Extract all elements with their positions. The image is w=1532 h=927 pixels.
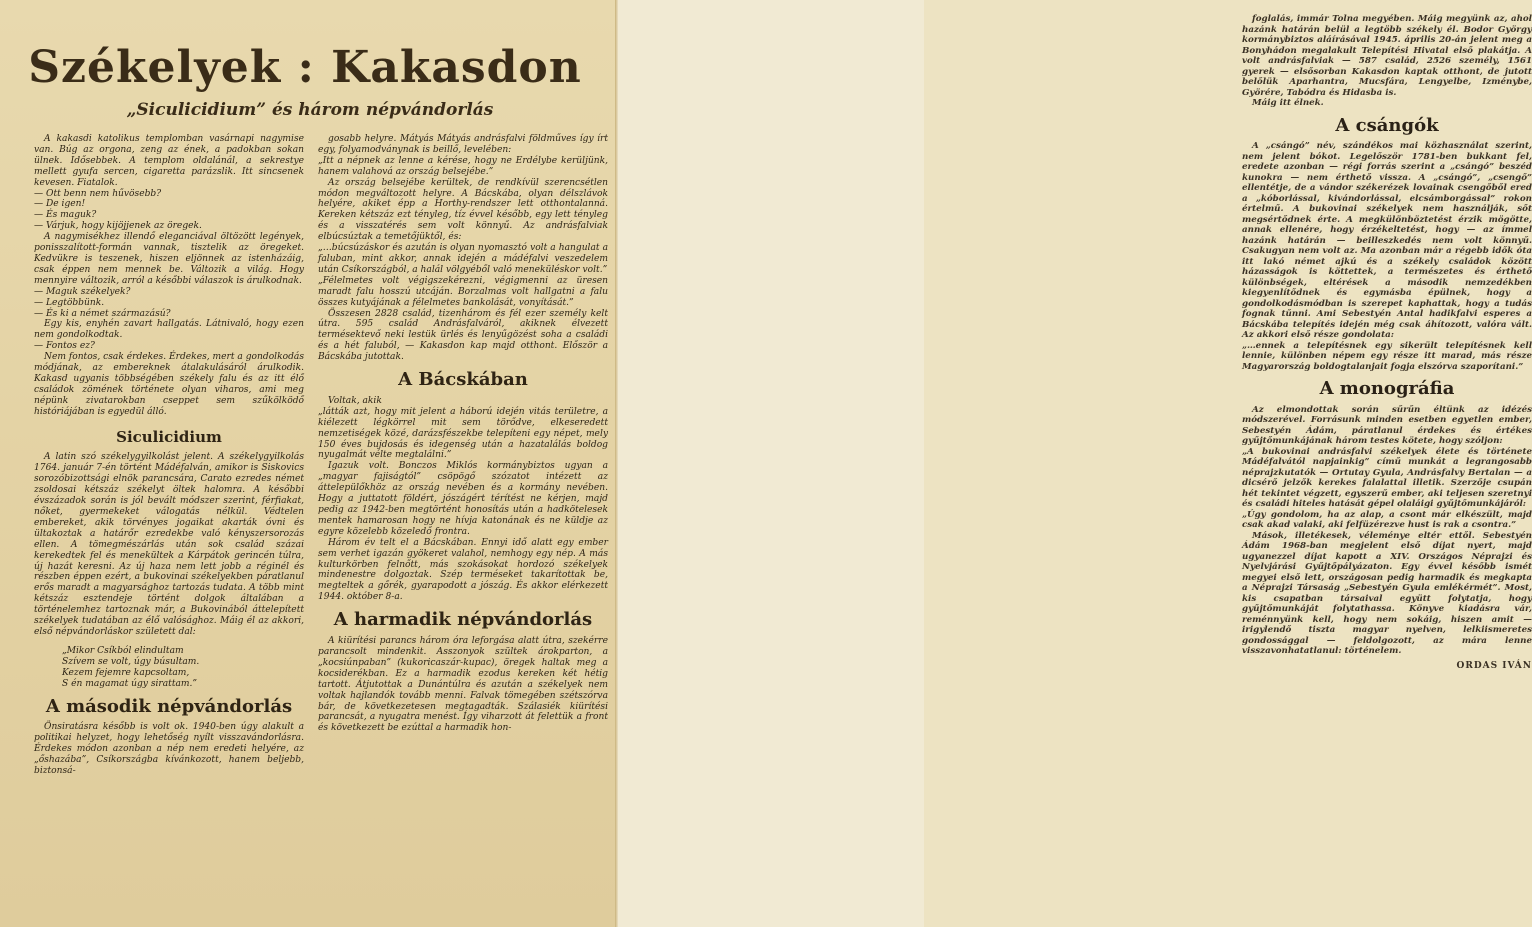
paragraph: A kiürítési parancs három óra leforgása alatt útra, szekérre parancsolt mindenkit. Asszonyok szültek árokparton, a „kocsiúnpaban” (kukoricaszár-kupac), öregek haltak meg a kocsiderékban. Ez a harmadik ezodus kereken két hétig tartott. Átjutottak a Dunántúlra és azután a székelyek nem voltak hajlandók tovább menni. Falvak tömegében szétszórva bár, de következetesen megtagadták. Szálasiék kiürítési parancsát, a nyugatra menést. Így viharzott át felettük a front és következett be ezúttal a harmadik hon-: [318, 636, 608, 734]
paragraph: — De igen!: [34, 199, 86, 210]
paragraph: — Fontos ez?: [34, 341, 95, 352]
paragraph: foglalás, immár Tolna megyében. Máig megyünk az, ahol hazánk határán belül a legtöbb székely él. Bodor György kormánybiztos aláírásával 1945. április 20-án jelent meg a Bonyhádon megalakult Telepítési Hivatal első plakátja. A volt andrásfalviak — 587 család, 2526 személy, 1561 gyerek — elsősorban Kakasdon kaptak otthont, de jutott belőlük Aparhantra, Mucsfára, Lengyelbe, Izménybe, Györére, Tabódra és Hidasba is.: [1242, 14, 1532, 98]
paragraph: — Legtöbbünk.: [34, 297, 105, 308]
paragraph: A latin szó székelygyilkolást jelent. A székelygyilkolás 1764. január 7-én történt Mádéfalván, amikor is Siskovics sorozóbizottsági elnök parancsára, Carato ezredes német zsoldosai kétszáz székelyt öltek halomra. A későbbi évszázadok során is jól bevált módszer szerint, férfiakat, nőket, gyermekeket válogatás nélkül. Védtelen embereket, akik törvényes jogaikat akarták óvni és ültakoztak a határőr ezredekbe való kényszersorozás ellen. A tömegmészárlás után sok család százai kerekedtek fel és menekültek a Kárpátok gerincén túlra, új hazát keresni. Az új haza nem lett jobb a réginél és részben éppen ezért, a bukovinai székelyekben páratlanul erős maradt a magyarsághoz tartozás tudata. A több mint kétszáz esztendeje történt dolgok általában a történelemhez tartoznak már, a Bukovinából áttelepített székelyek tudatában az élő valósághoz. Máig él az akkori, első népvándorláskor született dal:: [34, 452, 304, 637]
paragraph: „Úgy gondolom, ha az alap, a csont már elkészült, majd csak akad valaki, aki felfüzérezve hust is rak a csontra.”: [1242, 509, 1532, 530]
paragraph: Az ország belsejébe kerültek, de rendkívül szerencsétlen módon megváltozott helyre. A Bácskába, olyan délszlávok helyére, akiket épp a Horthy-rendszer lett otthontalanná. Kereken kétszáz ezt tényleg, tíz évvel később, egy lett tényleg és a visszatérés sem volt könnyű. Az andrásfalviak elbúcsúztak a temetőjüktől, és:: [318, 177, 608, 243]
paragraph: Nem fontos, csak érdekes. Érdekes, mert a gondolkodás módjának, az embereknek átalakulásáról árulkodik. Kakasd ugyanis többségében székely falu és az itt élő családok zömének története olyan viharos, ami meg népünk zivatarokban cseppet sem szűkölködő históriájában is egyedül álló.: [34, 352, 304, 417]
poem: [62, 646, 304, 690]
paragraph: Igazuk volt. Bonczos Miklós kormánybiztos ugyan a „magyar fajiságtól” csöpögő szózatot intézett az áttelepülőkhöz az ország nevében és a kormány nevében. Hogy a juttatott földért, jószágért térítést ne kérjen, majd pedig az 1942-ben megtörtént honosítás után a hadkötelesek mentek hamarosan hogy ne hívja katonának és ne küldje az egyre közelebb közeledő frontra.: [318, 461, 608, 537]
left-page: [0, 0, 616, 927]
paragraph: Mások, illetékesek, véleménye eltér ettől. Sebestyén Ádám 1968-ban megjelent első díjat nyert, majd ugyanezzel díjat kapott a XIV. Országos Néprajzi és Nyelvjárási Gyűjtőpályázaton. Egy évvel később ismét megyei első lett, országosan pedig harmadik és megkapta a Néprajzi Társaság „Sebestyén Gyula emlékérmét”. Most, kis csapatban társaival együtt folytatja, hogy gyűjtőmunkáját folytathassa. Könyve kiadásra vár, reménnyünk kell, hogy nem sokáig, hiszen amit — irigylendő tiszta magyar nyelven, lelkiismeretes gondossággal — feldolgozott, az mára lenne visszavonhatatlanul: történelem.: [1242, 530, 1532, 656]
article-subtitle: „Siculicidium” és három népvándorlás: [126, 100, 494, 120]
paragraph: Önsiratásra később is volt ok. 1940-ben úgy alakult a politikai helyzet, hogy lehetőség nyílt visszavándorlásra. Érdekes módon azonban a nép nem eredeti helyére, az „őshazába”, Csíkországba kívánkozott, hanem beljebb, biztonsá-: [34, 722, 304, 777]
heading-bacskaban: A Bácskában: [398, 369, 528, 391]
heading-monografia: A monográfia: [1319, 378, 1455, 399]
poem-line: „Mikor Csíkból elindultam: [62, 645, 184, 656]
column-2: [318, 134, 608, 924]
paragraph: A kakasdi katolikus templomban vasárnapi nagymise van. Búg az orgona, zeng az ének, a padokban sokan ülnek. Idősebbek. A templom oldalánál, a sekrestye mellett gyufa sercen, cigaretta parázslik. Itt sincsenek kevesen. Fiatalok.: [34, 134, 304, 188]
poem-line: Kezem fejemre kapcsoltam,: [62, 667, 190, 678]
heading-masodik-nepvandorlas: A második népvándorlás: [45, 695, 293, 717]
paragraph: — Maguk székelyek?: [34, 286, 131, 297]
paragraph: — Ott benn nem hűvösebb?: [34, 188, 162, 199]
paragraph: Összesen 2828 család, tizenhárom és fél ezer személy kelt útra. 595 család Andrásfalváról, akiknek élvezett termésektevő neki lestük ürlés és lenyűgözést soha a családi és a hét faluból, — Kakasdon kap majd otthont. Először a Bácskába jutottak.: [318, 308, 608, 363]
paragraph: „A bukovinai andrásfalvi székelyek élete és története Mádéfalvától napjainkig” című munkát a legrangosabb néprajzkutatók — Ortutay Gyula, Andrásfalvy Bertalan — a dicsérő jelzők kerekes falalattal illetik. Szerzője csupán hét tekintet végzett, egyszerű ember, aki teljesen szeretnyi és családi hiteles hatását gépel olaláigi gyűjtőmunkájáról:: [1242, 446, 1532, 509]
paragraph: Máig itt élnek.: [1252, 98, 1324, 108]
paragraph: Egy kis, enyhén zavart hallgatás. Látnivaló, hogy ezen nem gondolkodtak.: [34, 319, 304, 341]
paragraph: „látták azt, hogy mit jelent a háború idején vitás területre, a kiélezett légkörrel mit sem törődve, elkeseredett nemzetiségek közé, darázsfészekbe telepíteni egy népet, mely 150 éves bujdosás és idegenség után a hazatalálás boldog nyugalmát vélte megtalálni.”: [318, 406, 608, 461]
column-3: [1242, 14, 1532, 924]
paragraph: — Várjuk, hogy kijöjjenek az öregek.: [34, 221, 202, 232]
paragraph: „Félelmetes volt végigszekérezni, végigmenni az üresen maradt falu hosszú utcáján. Borzalmas volt hallgatni a falu összes kutyájának a félelmetes bankolását, vonyítását.”: [318, 275, 608, 308]
heading-harmadik-nepvandorlas: A harmadik népvándorlás: [333, 609, 593, 631]
paragraph: „Itt a népnek az lenne a kérése, hogy ne Erdélybe kerüljünk, hanem valahová az ország belsejébe.”: [318, 155, 608, 177]
paragraph: Voltak, akik: [328, 395, 382, 406]
author-signature: ORDAS IVÁN: [1456, 660, 1532, 671]
paragraph: — És ki a német származású?: [34, 308, 171, 319]
poem-line: S én magamat úgy sirattam.”: [62, 678, 198, 689]
paragraph: — És maguk?: [34, 210, 97, 221]
paragraph: Három év telt el a Bácskában. Ennyi idő alatt egy ember sem verhet igazán gyökeret valahol, nemhogy egy nép. A más kulturkörben felnőtt, más szokásokat hordozó székelyek mindenestre dolgoztak. Szép terméseket takarítottak be, megteltek a gőrék, gyarapodott a jószág. És akkor elérkezett 1944. október 8-a.: [318, 537, 608, 603]
poem-line: Szívem se volt, úgy búsultam.: [62, 656, 200, 667]
right-page: [618, 0, 1532, 927]
heading-siculicidium: Siculicidium: [116, 427, 222, 446]
column-1: [34, 134, 304, 924]
article-title: Székelyek : Kakasdon: [28, 42, 582, 93]
paragraph: gosabb helyre. Mátyás Mátyás andrásfalvi földműves így írt egy, folyamodványnak is beillő, levelében:: [318, 134, 608, 155]
paragraph: A „csángó” név, szándékos mai közhasználat szerint, nem jelent bókot. Legelőször 1781-ben bukkant fel, eredete azonban — régi forrás szerint a „csángó” beszéd kunokra — nem érthető vissza. A „csángó”, „csengő” ellentétje, de a vándor székerézek lovainak csengőből ered a „kóborlással, kivándorlással, elcsámborgással” rokon értelmű. A bukovinai székelyek nem használják, sőt megsértődnek érte. A megkülönböztetést érzik mögötte, annak ellenére, hogy érzékeltetést, hogy — az ímmel hazánk határán — beilleszkedés nem volt könnyű. Csakugyan nem volt az. Ma azonban már a régebb idők óta itt lakó német ajkú és a székely családok között házasságok is köttettek, a természetes és érthető különbségek, eltérések a második nemzedékben kiegyenlítődnek és egymásba épülnek, hogy a gondolkodásmódban is szerepet kaphattak, hogy a tudás fognak tűnni. Ami Sebestyén Antal hadikfalvi esperes a Bácskába telepítés idején még csak áhítozott, valóra vált. Az akkori első része gondolata:: [1242, 141, 1532, 340]
paragraph: „…ennek a telepítésnek egy sikerült telepítésnek kell lennie, különben népem egy része itt marad, más része Magyarország boldogtalanjait fogja elszórva szaporítani.”: [1242, 340, 1532, 372]
paragraph: „…búcsúzáskor és azután is olyan nyomasztó volt a hangulat a faluban, mint akkor, annak idején a mádéfalvi veszedelem után Csíkországból, a halál völgyéből való meneküléskor volt.”: [318, 243, 608, 275]
heading-csangok: A csángók: [1335, 114, 1439, 136]
paragraph: A nagymisékhez illendő eleganciával öltözött legények, ponisszalított-formán vannak, tisztelik az öregeket. Kedvükre is teszenek, hiszen eljönnek az istenházáig, csak éppen nem mennek be. Változik a világ. Hogy mennyire változik, arról a későbbi válaszok is árulkodnak.: [34, 232, 304, 286]
paragraph: Az elmondottak során sűrűn éltünk az idézés módszerével. Forrásunk minden esetben egyetlen ember, Sebestyén Ádám, páratlanul érdekes és értékes gyűjtőmunkájának három testes kötete, hogy szóljon:: [1242, 404, 1532, 446]
